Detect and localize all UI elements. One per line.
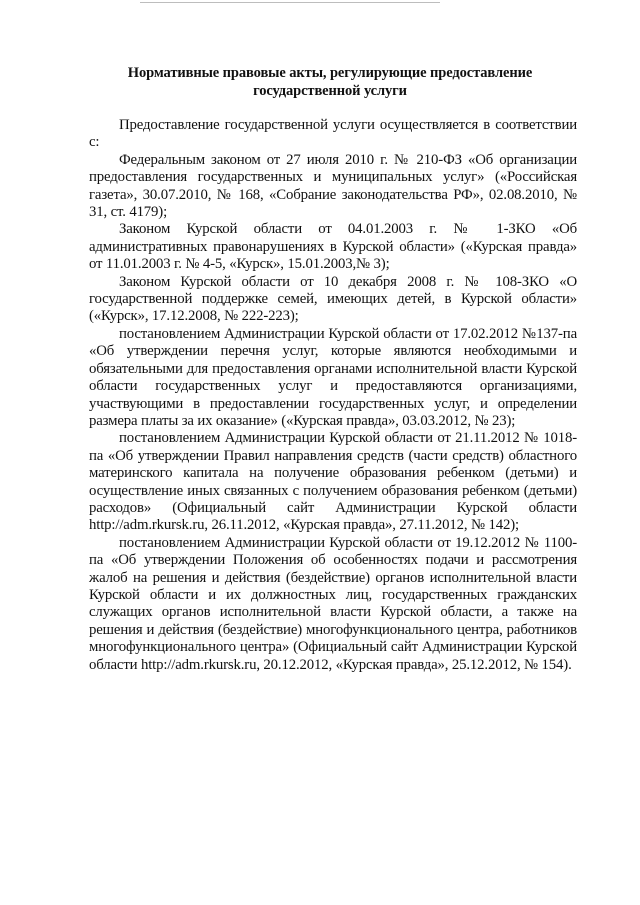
document-title [80,64,580,100]
document-title-line-1: Нормативные правовые акты, регулирующие предоставление [127,65,533,81]
paragraph-federal-law-210: Федеральным законом от 27 июля 2010 г. № 210-ФЗ «Об организации предоставления государственных и муниципальных услуг» («Российская газета», 30.07.2010, № 168, «Собрание законодательства РФ», 02.08.2010, № 31, ст. 4179); [89,151,577,221]
paragraph-law-108-zko: Законом Курской области от 10 декабря 2008 г. № 108-ЗКО «О государственной поддержке семей, имеющих детей, в Курской области» («Курск», 17.12.2008, № 222-223); [89,273,577,325]
paragraph-resolution-1018: постановлением Администрации Курской области от 21.11.2012 № 1018-па «Об утверждении Правил направления средств (части средств) областного материнского капитала на получение образования ребенком (детьми) и осуществление иных связанных с получением образования ребенком (детьми) расходов» (Официальный сайт Администрации Курской области http://adm.rkursk.ru, 26.11.2012, «Курская правда», 27.11.2012, № 142); [89,430,577,534]
paragraph-resolution-1100: постановлением Администрации Курской области от 19.12.2012 № 1100-па «Об утверждении Положения об особенностях подачи и рассмотрения жалоб на решения и действия (бездействие) органов исполнительной власти Курской области и их должностных лиц, государственных гражданских служащих органов исполнительной власти Курской области, а также на решения и действия (бездействие) многофункционального центра, работников многофункционального центра» (Официальный сайт Администрации Курской области http://adm.rkursk.ru, 20.12.2012, «Курская правда», 25.12.2012, № 154). [89,534,577,673]
intro-paragraph: Предоставление государственной услуги осуществляется в соответствии с: [89,117,577,151]
top-divider [140,2,440,3]
paragraph-law-1-zko: Законом Курской области от 04.01.2003 г. № 1-ЗКО «Об административных правонарушениях в Курской области» («Курская правда» от 11.01.2003 г. № 4-5, «Курск», 15.01.2003,№ 3); [89,221,577,273]
document-body [89,117,577,674]
document-title-line-2: государственной услуги [253,83,407,99]
paragraph-resolution-137: постановлением Администрации Курской области от 17.02.2012 №137-па «Об утверждении перечня услуг, которые являются необходимыми и обязательными для предоставления органами исполнительной власти Курской области государственных услуг и предоставляются организациями, участвующими в предоставлении государственных услуг, и определении размера платы за их оказание» («Курская правда», 03.03.2012, № 23); [89,325,577,429]
